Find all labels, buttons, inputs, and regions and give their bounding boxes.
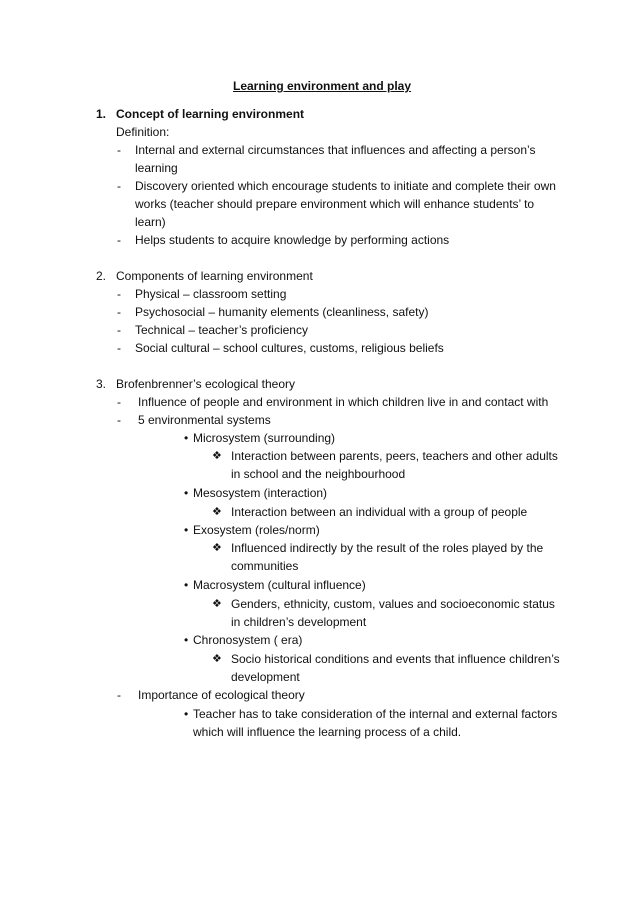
section-1-heading: Concept of learning environment xyxy=(116,107,305,121)
chronosystem-detail-line-2: development xyxy=(231,670,300,684)
definition-label: Definition: xyxy=(116,125,170,139)
importance-line-1: Teacher has to take consideration of the internal and external factors xyxy=(193,707,558,721)
dash-marker: - xyxy=(117,287,121,301)
bullet-marker: • xyxy=(184,431,189,445)
microsystem-label: Microsystem (surrounding) xyxy=(193,431,336,445)
exosystem-label: Exosystem (roles/norm) xyxy=(193,523,320,537)
dash-marker: - xyxy=(117,688,121,702)
s1-item-3: Helps students to acquire knowledge by performing actions xyxy=(135,233,450,247)
dash-marker: - xyxy=(117,179,121,193)
importance-heading: Importance of ecological theory xyxy=(138,688,305,702)
s2-item-psychosocial: Psychosocial – humanity elements (cleanliness, safety) xyxy=(135,305,429,319)
section-2-heading: Components of learning environment xyxy=(116,269,313,283)
mesosystem-detail-line-1: Interaction between an individual with a group of people xyxy=(231,505,528,519)
s3-item-influence: Influence of people and environment in which children live in and contact with xyxy=(138,395,549,409)
macrosystem-detail-line-1: Genders, ethnicity, custom, values and socioeconomic status xyxy=(231,597,555,611)
s2-item-technical: Technical – teacher’s proficiency xyxy=(135,323,308,337)
diamond-bullet-icon: ❖ xyxy=(212,506,222,518)
diamond-bullet-icon: ❖ xyxy=(212,542,222,554)
mesosystem-label: Mesosystem (interaction) xyxy=(193,486,328,500)
s1-item-2-line-1: Discovery oriented which encourage students to initiate and complete their own xyxy=(135,179,556,193)
diamond-bullet-icon: ❖ xyxy=(212,598,222,610)
bullet-marker: • xyxy=(184,486,189,500)
s1-item-1-line-2: learning xyxy=(135,161,178,175)
dash-marker: - xyxy=(117,395,121,409)
diamond-bullet-icon: ❖ xyxy=(212,450,222,462)
section-3-number: 3. xyxy=(96,377,107,391)
exosystem-detail-line-1: Influenced indirectly by the result of the roles played by the xyxy=(231,541,544,555)
dash-marker: - xyxy=(117,233,121,247)
section-1-number: 1. xyxy=(96,107,107,121)
bullet-marker: • xyxy=(184,633,189,647)
exosystem-detail-line-2: communities xyxy=(231,559,299,573)
dash-marker: - xyxy=(117,305,121,319)
section-2-number: 2. xyxy=(96,269,107,283)
bullet-marker: • xyxy=(184,523,189,537)
microsystem-detail-line-1: Interaction between parents, peers, teachers and other adults xyxy=(231,449,558,463)
bullet-marker: • xyxy=(184,707,189,721)
s2-item-social-cultural: Social cultural – school cultures, customs, religious beliefs xyxy=(135,341,444,355)
s1-item-2-line-2: works (teacher should prepare environment which will enhance students’ to xyxy=(135,197,535,211)
chronosystem-label: Chronosystem ( era) xyxy=(193,633,303,647)
chronosystem-detail-line-1: Socio historical conditions and events that influence children’s xyxy=(231,652,560,666)
microsystem-detail-line-2: in school and the neighbourhood xyxy=(231,467,406,481)
dash-marker: - xyxy=(117,341,121,355)
s2-item-physical: Physical – classroom setting xyxy=(135,287,287,301)
document-title: Learning environment and play xyxy=(233,79,412,93)
dash-marker: - xyxy=(117,323,121,337)
s1-item-1-line-1: Internal and external circumstances that influences and affecting a person’s xyxy=(135,143,536,157)
section-3-heading: Brofenbrenner’s ecological theory xyxy=(116,377,295,391)
bullet-marker: • xyxy=(184,578,189,592)
importance-line-2: which will influence the learning process of a child. xyxy=(193,725,462,739)
macrosystem-detail-line-2: in children’s development xyxy=(231,615,367,629)
s1-item-2-line-3: learn) xyxy=(135,215,166,229)
dash-marker: - xyxy=(117,143,121,157)
macrosystem-label: Macrosystem (cultural influence) xyxy=(193,578,366,592)
dash-marker: - xyxy=(117,413,121,427)
diamond-bullet-icon: ❖ xyxy=(212,653,222,665)
s3-item-systems: 5 environmental systems xyxy=(138,413,271,427)
